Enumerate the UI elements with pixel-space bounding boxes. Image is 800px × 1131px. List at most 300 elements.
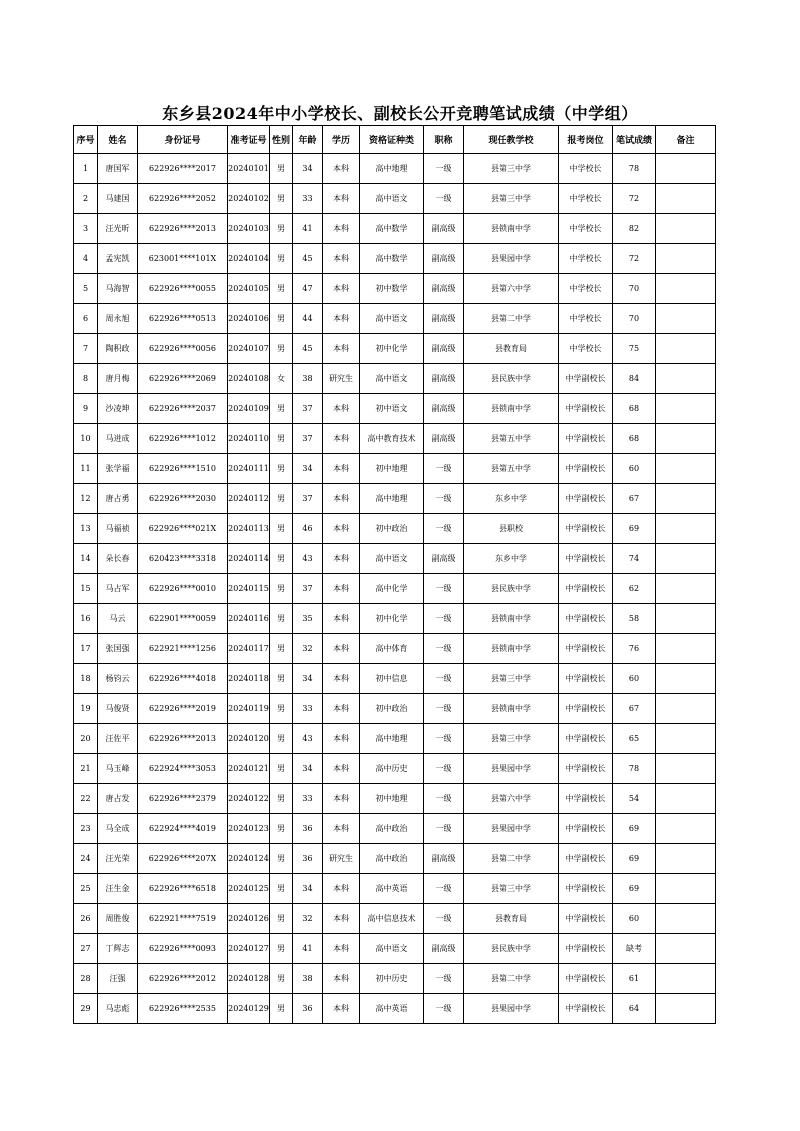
col-education-header: 学历 bbox=[323, 126, 360, 154]
col-school-cell: 县果园中学 bbox=[464, 814, 559, 844]
col-education-cell: 本科 bbox=[323, 424, 360, 454]
col-remark-header: 备注 bbox=[656, 126, 716, 154]
col-position-cell: 中学副校长 bbox=[559, 874, 613, 904]
col-title-cell: 副高级 bbox=[424, 844, 464, 874]
col-name-cell: 丁辉志 bbox=[98, 934, 138, 964]
col-index-cell: 3 bbox=[74, 214, 98, 244]
col-title-cell: 副高级 bbox=[424, 934, 464, 964]
col-position-cell: 中学校长 bbox=[559, 244, 613, 274]
table-row bbox=[74, 424, 716, 454]
col-id-number-cell: 622926****2030 bbox=[138, 484, 228, 514]
col-age-cell: 36 bbox=[293, 844, 323, 874]
col-school-cell: 县第六中学 bbox=[464, 784, 559, 814]
col-school-cell: 县锁南中学 bbox=[464, 694, 559, 724]
col-remark-cell bbox=[656, 664, 716, 694]
col-title-cell: 一级 bbox=[424, 604, 464, 634]
col-remark-cell bbox=[656, 724, 716, 754]
score-table bbox=[73, 125, 716, 1024]
col-score-cell: 78 bbox=[613, 154, 656, 184]
col-id-number-cell: 622926****1510 bbox=[138, 454, 228, 484]
col-name-cell: 汪光荣 bbox=[98, 844, 138, 874]
col-age-cell: 43 bbox=[293, 724, 323, 754]
col-exam-number-cell: 20240115 bbox=[228, 574, 270, 604]
col-id-number-cell: 622926****0010 bbox=[138, 574, 228, 604]
col-score-cell: 68 bbox=[613, 394, 656, 424]
col-gender-cell: 男 bbox=[270, 484, 293, 514]
col-remark-cell bbox=[656, 844, 716, 874]
table-row bbox=[74, 754, 716, 784]
col-school-cell: 县第五中学 bbox=[464, 424, 559, 454]
table-row bbox=[74, 154, 716, 184]
col-education-cell: 本科 bbox=[323, 244, 360, 274]
col-id-number-cell: 622926****4018 bbox=[138, 664, 228, 694]
col-position-cell: 中学副校长 bbox=[559, 754, 613, 784]
col-name-header: 姓名 bbox=[98, 126, 138, 154]
col-index-cell: 11 bbox=[74, 454, 98, 484]
col-education-cell: 本科 bbox=[323, 664, 360, 694]
col-score-cell: 58 bbox=[613, 604, 656, 634]
col-index-cell: 29 bbox=[74, 994, 98, 1024]
col-score-cell: 75 bbox=[613, 334, 656, 364]
table-row bbox=[74, 364, 716, 394]
col-index-cell: 18 bbox=[74, 664, 98, 694]
col-position-cell: 中学校长 bbox=[559, 184, 613, 214]
table-row bbox=[74, 694, 716, 724]
col-school-cell: 县教育局 bbox=[464, 904, 559, 934]
col-exam-number-cell: 20240101 bbox=[228, 154, 270, 184]
col-score-cell: 69 bbox=[613, 814, 656, 844]
table-row bbox=[74, 844, 716, 874]
col-id-number-cell: 622926****2052 bbox=[138, 184, 228, 214]
col-score-cell: 70 bbox=[613, 304, 656, 334]
table-row bbox=[74, 964, 716, 994]
col-education-cell: 本科 bbox=[323, 964, 360, 994]
col-title-cell: 副高级 bbox=[424, 364, 464, 394]
table-row bbox=[74, 994, 716, 1024]
col-position-cell: 中学副校长 bbox=[559, 964, 613, 994]
col-position-cell: 中学校长 bbox=[559, 154, 613, 184]
col-school-cell: 县第二中学 bbox=[464, 844, 559, 874]
col-index-cell: 17 bbox=[74, 634, 98, 664]
col-name-cell: 张国强 bbox=[98, 634, 138, 664]
col-certificate-cell: 高中教育技术 bbox=[360, 424, 424, 454]
col-exam-number-cell: 20240119 bbox=[228, 694, 270, 724]
col-remark-cell bbox=[656, 544, 716, 574]
col-school-cell: 县第五中学 bbox=[464, 454, 559, 484]
col-certificate-cell: 高中语文 bbox=[360, 544, 424, 574]
col-gender-cell: 男 bbox=[270, 664, 293, 694]
col-position-cell: 中学副校长 bbox=[559, 574, 613, 604]
col-age-cell: 43 bbox=[293, 544, 323, 574]
col-school-cell: 县锁南中学 bbox=[464, 634, 559, 664]
col-certificate-cell: 高中英语 bbox=[360, 994, 424, 1024]
col-exam-number-cell: 20240121 bbox=[228, 754, 270, 784]
col-score-cell: 60 bbox=[613, 664, 656, 694]
col-position-cell: 中学副校长 bbox=[559, 424, 613, 454]
col-school-cell: 县锁南中学 bbox=[464, 214, 559, 244]
col-gender-cell: 男 bbox=[270, 724, 293, 754]
col-score-cell: 74 bbox=[613, 544, 656, 574]
col-education-cell: 本科 bbox=[323, 394, 360, 424]
col-name-cell: 唐月梅 bbox=[98, 364, 138, 394]
table-row bbox=[74, 634, 716, 664]
col-index-cell: 14 bbox=[74, 544, 98, 574]
col-gender-cell: 男 bbox=[270, 994, 293, 1024]
col-score-cell: 64 bbox=[613, 994, 656, 1024]
col-remark-cell bbox=[656, 154, 716, 184]
col-title-cell: 副高级 bbox=[424, 544, 464, 574]
col-index-cell: 16 bbox=[74, 604, 98, 634]
col-certificate-cell: 高中政治 bbox=[360, 814, 424, 844]
col-name-cell: 汪强 bbox=[98, 964, 138, 994]
col-name-cell: 马建国 bbox=[98, 184, 138, 214]
col-name-cell: 汪生金 bbox=[98, 874, 138, 904]
col-school-cell: 县果园中学 bbox=[464, 754, 559, 784]
col-school-cell: 县果园中学 bbox=[464, 244, 559, 274]
col-position-cell: 中学副校长 bbox=[559, 514, 613, 544]
col-score-cell: 61 bbox=[613, 964, 656, 994]
col-title-cell: 一级 bbox=[424, 874, 464, 904]
col-education-cell: 本科 bbox=[323, 454, 360, 484]
col-school-cell: 县第三中学 bbox=[464, 724, 559, 754]
col-exam-number-cell: 20240118 bbox=[228, 664, 270, 694]
table-row bbox=[74, 814, 716, 844]
col-age-cell: 34 bbox=[293, 874, 323, 904]
col-index-cell: 25 bbox=[74, 874, 98, 904]
col-index-cell: 21 bbox=[74, 754, 98, 784]
col-position-cell: 中学校长 bbox=[559, 304, 613, 334]
col-age-cell: 38 bbox=[293, 364, 323, 394]
col-title-cell: 副高级 bbox=[424, 424, 464, 454]
col-title-cell: 一级 bbox=[424, 904, 464, 934]
col-gender-cell: 男 bbox=[270, 274, 293, 304]
col-exam-number-cell: 20240102 bbox=[228, 184, 270, 214]
col-age-cell: 34 bbox=[293, 454, 323, 484]
col-remark-cell bbox=[656, 304, 716, 334]
col-exam-number-cell: 20240117 bbox=[228, 634, 270, 664]
col-exam-number-cell: 20240120 bbox=[228, 724, 270, 754]
col-position-cell: 中学校长 bbox=[559, 214, 613, 244]
col-title-header: 职称 bbox=[424, 126, 464, 154]
col-position-cell: 中学校长 bbox=[559, 274, 613, 304]
col-gender-cell: 男 bbox=[270, 694, 293, 724]
col-name-cell: 陶积政 bbox=[98, 334, 138, 364]
col-certificate-cell: 高中信息技术 bbox=[360, 904, 424, 934]
col-id-number-cell: 622926****2013 bbox=[138, 724, 228, 754]
table-row bbox=[74, 724, 716, 754]
col-id-number-cell: 622926****2019 bbox=[138, 694, 228, 724]
col-remark-cell bbox=[656, 964, 716, 994]
col-name-cell: 马俊贤 bbox=[98, 694, 138, 724]
col-title-cell: 一级 bbox=[424, 634, 464, 664]
col-certificate-cell: 初中政治 bbox=[360, 514, 424, 544]
col-exam-number-cell: 20240127 bbox=[228, 934, 270, 964]
col-index-cell: 22 bbox=[74, 784, 98, 814]
col-index-header: 序号 bbox=[74, 126, 98, 154]
col-position-cell: 中学副校长 bbox=[559, 664, 613, 694]
col-remark-cell bbox=[656, 994, 716, 1024]
col-position-cell: 中学副校长 bbox=[559, 904, 613, 934]
col-index-cell: 8 bbox=[74, 364, 98, 394]
col-certificate-cell: 高中英语 bbox=[360, 874, 424, 904]
col-name-cell: 唐国军 bbox=[98, 154, 138, 184]
col-position-cell: 中学副校长 bbox=[559, 724, 613, 754]
col-title-cell: 一级 bbox=[424, 694, 464, 724]
col-position-cell: 中学副校长 bbox=[559, 994, 613, 1024]
col-remark-cell bbox=[656, 364, 716, 394]
col-gender-cell: 男 bbox=[270, 814, 293, 844]
col-index-cell: 7 bbox=[74, 334, 98, 364]
table-row bbox=[74, 484, 716, 514]
col-position-cell: 中学副校长 bbox=[559, 544, 613, 574]
table-row bbox=[74, 544, 716, 574]
col-gender-cell: 男 bbox=[270, 214, 293, 244]
col-name-cell: 汪佐平 bbox=[98, 724, 138, 754]
col-remark-cell bbox=[656, 934, 716, 964]
col-id-number-cell: 622926****0056 bbox=[138, 334, 228, 364]
col-score-header: 笔试成绩 bbox=[613, 126, 656, 154]
col-name-cell: 马占军 bbox=[98, 574, 138, 604]
col-age-cell: 33 bbox=[293, 184, 323, 214]
col-title-cell: 副高级 bbox=[424, 334, 464, 364]
col-exam-number-cell: 20240103 bbox=[228, 214, 270, 244]
col-age-cell: 44 bbox=[293, 304, 323, 334]
col-score-cell: 84 bbox=[613, 364, 656, 394]
col-score-cell: 65 bbox=[613, 724, 656, 754]
col-remark-cell bbox=[656, 454, 716, 484]
col-age-cell: 32 bbox=[293, 904, 323, 934]
col-position-cell: 中学副校长 bbox=[559, 934, 613, 964]
col-age-cell: 37 bbox=[293, 484, 323, 514]
col-exam-number-cell: 20240110 bbox=[228, 424, 270, 454]
col-certificate-cell: 高中化学 bbox=[360, 574, 424, 604]
table-row bbox=[74, 274, 716, 304]
col-certificate-cell: 初中政治 bbox=[360, 694, 424, 724]
col-certificate-cell: 高中历史 bbox=[360, 754, 424, 784]
col-index-cell: 4 bbox=[74, 244, 98, 274]
col-certificate-cell: 初中语文 bbox=[360, 394, 424, 424]
col-score-cell: 69 bbox=[613, 874, 656, 904]
col-exam-number-cell: 20240111 bbox=[228, 454, 270, 484]
col-title-cell: 一级 bbox=[424, 754, 464, 784]
col-index-cell: 24 bbox=[74, 844, 98, 874]
col-school-cell: 县职校 bbox=[464, 514, 559, 544]
table-row bbox=[74, 244, 716, 274]
col-education-cell: 研究生 bbox=[323, 844, 360, 874]
col-gender-cell: 男 bbox=[270, 514, 293, 544]
col-school-cell: 县锁南中学 bbox=[464, 604, 559, 634]
col-remark-cell bbox=[656, 514, 716, 544]
col-exam-number-cell: 20240128 bbox=[228, 964, 270, 994]
col-title-cell: 一级 bbox=[424, 724, 464, 754]
col-id-number-cell: 622926****2379 bbox=[138, 784, 228, 814]
col-name-cell: 孟宪凯 bbox=[98, 244, 138, 274]
col-education-cell: 本科 bbox=[323, 484, 360, 514]
col-score-cell: 76 bbox=[613, 634, 656, 664]
col-remark-cell bbox=[656, 184, 716, 214]
col-remark-cell bbox=[656, 484, 716, 514]
col-gender-cell: 男 bbox=[270, 844, 293, 874]
col-certificate-cell: 初中地理 bbox=[360, 784, 424, 814]
col-remark-cell bbox=[656, 424, 716, 454]
col-remark-cell bbox=[656, 634, 716, 664]
col-age-cell: 41 bbox=[293, 934, 323, 964]
col-id-number-cell: 623001****101X bbox=[138, 244, 228, 274]
col-id-number-cell: 622926****2535 bbox=[138, 994, 228, 1024]
col-gender-cell: 男 bbox=[270, 754, 293, 784]
col-school-header: 现任教学校 bbox=[464, 126, 559, 154]
col-remark-cell bbox=[656, 604, 716, 634]
table-row bbox=[74, 874, 716, 904]
col-certificate-cell: 高中数学 bbox=[360, 214, 424, 244]
col-position-cell: 中学副校长 bbox=[559, 694, 613, 724]
col-education-cell: 本科 bbox=[323, 934, 360, 964]
page-title: 东乡县2024年中小学校长、副校长公开竞聘笔试成绩（中学组） bbox=[162, 104, 638, 123]
col-exam-number-cell: 20240123 bbox=[228, 814, 270, 844]
col-school-cell: 县第六中学 bbox=[464, 274, 559, 304]
col-position-cell: 中学副校长 bbox=[559, 484, 613, 514]
col-age-cell: 34 bbox=[293, 154, 323, 184]
col-id-number-cell: 622926****2012 bbox=[138, 964, 228, 994]
col-remark-cell bbox=[656, 694, 716, 724]
table-row bbox=[74, 904, 716, 934]
col-id-number-cell: 622926****0093 bbox=[138, 934, 228, 964]
col-id-number-cell: 622926****2013 bbox=[138, 214, 228, 244]
col-title-cell: 一级 bbox=[424, 454, 464, 484]
col-age-cell: 36 bbox=[293, 814, 323, 844]
col-position-cell: 中学校长 bbox=[559, 334, 613, 364]
col-score-cell: 72 bbox=[613, 244, 656, 274]
col-score-cell: 缺考 bbox=[613, 934, 656, 964]
col-age-cell: 37 bbox=[293, 394, 323, 424]
col-title-cell: 副高级 bbox=[424, 244, 464, 274]
col-age-cell: 34 bbox=[293, 754, 323, 784]
col-gender-cell: 男 bbox=[270, 544, 293, 574]
col-exam-number-cell: 20240105 bbox=[228, 274, 270, 304]
table-row bbox=[74, 514, 716, 544]
col-remark-cell bbox=[656, 904, 716, 934]
col-score-cell: 60 bbox=[613, 904, 656, 934]
col-education-cell: 本科 bbox=[323, 634, 360, 664]
col-position-cell: 中学副校长 bbox=[559, 364, 613, 394]
col-exam-number-cell: 20240113 bbox=[228, 514, 270, 544]
col-title-cell: 副高级 bbox=[424, 214, 464, 244]
col-position-cell: 中学副校长 bbox=[559, 844, 613, 874]
col-exam-number-cell: 20240112 bbox=[228, 484, 270, 514]
col-education-cell: 本科 bbox=[323, 754, 360, 784]
col-school-cell: 县民族中学 bbox=[464, 574, 559, 604]
col-gender-cell: 男 bbox=[270, 964, 293, 994]
col-education-cell: 本科 bbox=[323, 184, 360, 214]
col-certificate-cell: 高中语文 bbox=[360, 364, 424, 394]
col-name-cell: 周永旭 bbox=[98, 304, 138, 334]
col-gender-cell: 男 bbox=[270, 904, 293, 934]
col-id-number-cell: 622926****2037 bbox=[138, 394, 228, 424]
col-gender-cell: 男 bbox=[270, 604, 293, 634]
col-education-cell: 本科 bbox=[323, 544, 360, 574]
col-certificate-cell: 高中语文 bbox=[360, 934, 424, 964]
col-id-number-cell: 622924****4019 bbox=[138, 814, 228, 844]
col-score-cell: 67 bbox=[613, 694, 656, 724]
col-certificate-cell: 高中政治 bbox=[360, 844, 424, 874]
col-position-cell: 中学副校长 bbox=[559, 454, 613, 484]
col-id-number-cell: 622926****207X bbox=[138, 844, 228, 874]
col-education-cell: 本科 bbox=[323, 154, 360, 184]
col-remark-cell bbox=[656, 214, 716, 244]
col-school-cell: 县教育局 bbox=[464, 334, 559, 364]
col-school-cell: 县第二中学 bbox=[464, 304, 559, 334]
col-age-cell: 34 bbox=[293, 664, 323, 694]
col-id-number-header: 身份证号 bbox=[138, 126, 228, 154]
col-title-cell: 副高级 bbox=[424, 274, 464, 304]
col-education-cell: 本科 bbox=[323, 694, 360, 724]
col-id-number-cell: 622926****2069 bbox=[138, 364, 228, 394]
col-index-cell: 5 bbox=[74, 274, 98, 304]
table-row bbox=[74, 664, 716, 694]
col-remark-cell bbox=[656, 784, 716, 814]
col-position-cell: 中学副校长 bbox=[559, 604, 613, 634]
col-title-cell: 一级 bbox=[424, 484, 464, 514]
table-row bbox=[74, 184, 716, 214]
col-certificate-cell: 高中地理 bbox=[360, 724, 424, 754]
col-title-cell: 一级 bbox=[424, 814, 464, 844]
col-remark-cell bbox=[656, 814, 716, 844]
col-title-cell: 副高级 bbox=[424, 394, 464, 424]
col-score-cell: 68 bbox=[613, 424, 656, 454]
col-name-cell: 马玉峰 bbox=[98, 754, 138, 784]
col-school-cell: 县民族中学 bbox=[464, 934, 559, 964]
col-certificate-cell: 高中语文 bbox=[360, 184, 424, 214]
col-age-cell: 41 bbox=[293, 214, 323, 244]
col-certificate-cell: 初中信息 bbox=[360, 664, 424, 694]
col-age-cell: 37 bbox=[293, 574, 323, 604]
col-index-cell: 27 bbox=[74, 934, 98, 964]
col-age-cell: 33 bbox=[293, 694, 323, 724]
col-age-cell: 33 bbox=[293, 784, 323, 814]
col-school-cell: 县第三中学 bbox=[464, 154, 559, 184]
col-gender-cell: 女 bbox=[270, 364, 293, 394]
col-name-cell: 马福祯 bbox=[98, 514, 138, 544]
col-name-cell: 马进成 bbox=[98, 424, 138, 454]
col-exam-number-cell: 20240107 bbox=[228, 334, 270, 364]
col-position-header: 报考岗位 bbox=[559, 126, 613, 154]
col-index-cell: 20 bbox=[74, 724, 98, 754]
col-age-cell: 45 bbox=[293, 334, 323, 364]
col-gender-cell: 男 bbox=[270, 634, 293, 664]
col-score-cell: 54 bbox=[613, 784, 656, 814]
col-age-cell: 46 bbox=[293, 514, 323, 544]
col-score-cell: 82 bbox=[613, 214, 656, 244]
col-certificate-cell: 高中语文 bbox=[360, 304, 424, 334]
col-education-cell: 本科 bbox=[323, 604, 360, 634]
table-row bbox=[74, 304, 716, 334]
col-name-cell: 马海智 bbox=[98, 274, 138, 304]
col-position-cell: 中学副校长 bbox=[559, 784, 613, 814]
col-school-cell: 县第二中学 bbox=[464, 964, 559, 994]
col-index-cell: 13 bbox=[74, 514, 98, 544]
col-title-cell: 一级 bbox=[424, 184, 464, 214]
col-school-cell: 县果园中学 bbox=[464, 994, 559, 1024]
col-title-cell: 一级 bbox=[424, 994, 464, 1024]
col-age-cell: 45 bbox=[293, 244, 323, 274]
col-school-cell: 县第三中学 bbox=[464, 874, 559, 904]
col-exam-number-cell: 20240124 bbox=[228, 844, 270, 874]
col-name-cell: 周胜俊 bbox=[98, 904, 138, 934]
col-education-cell: 本科 bbox=[323, 334, 360, 364]
col-education-cell: 本科 bbox=[323, 214, 360, 244]
col-education-cell: 本科 bbox=[323, 814, 360, 844]
col-id-number-cell: 622921****1256 bbox=[138, 634, 228, 664]
